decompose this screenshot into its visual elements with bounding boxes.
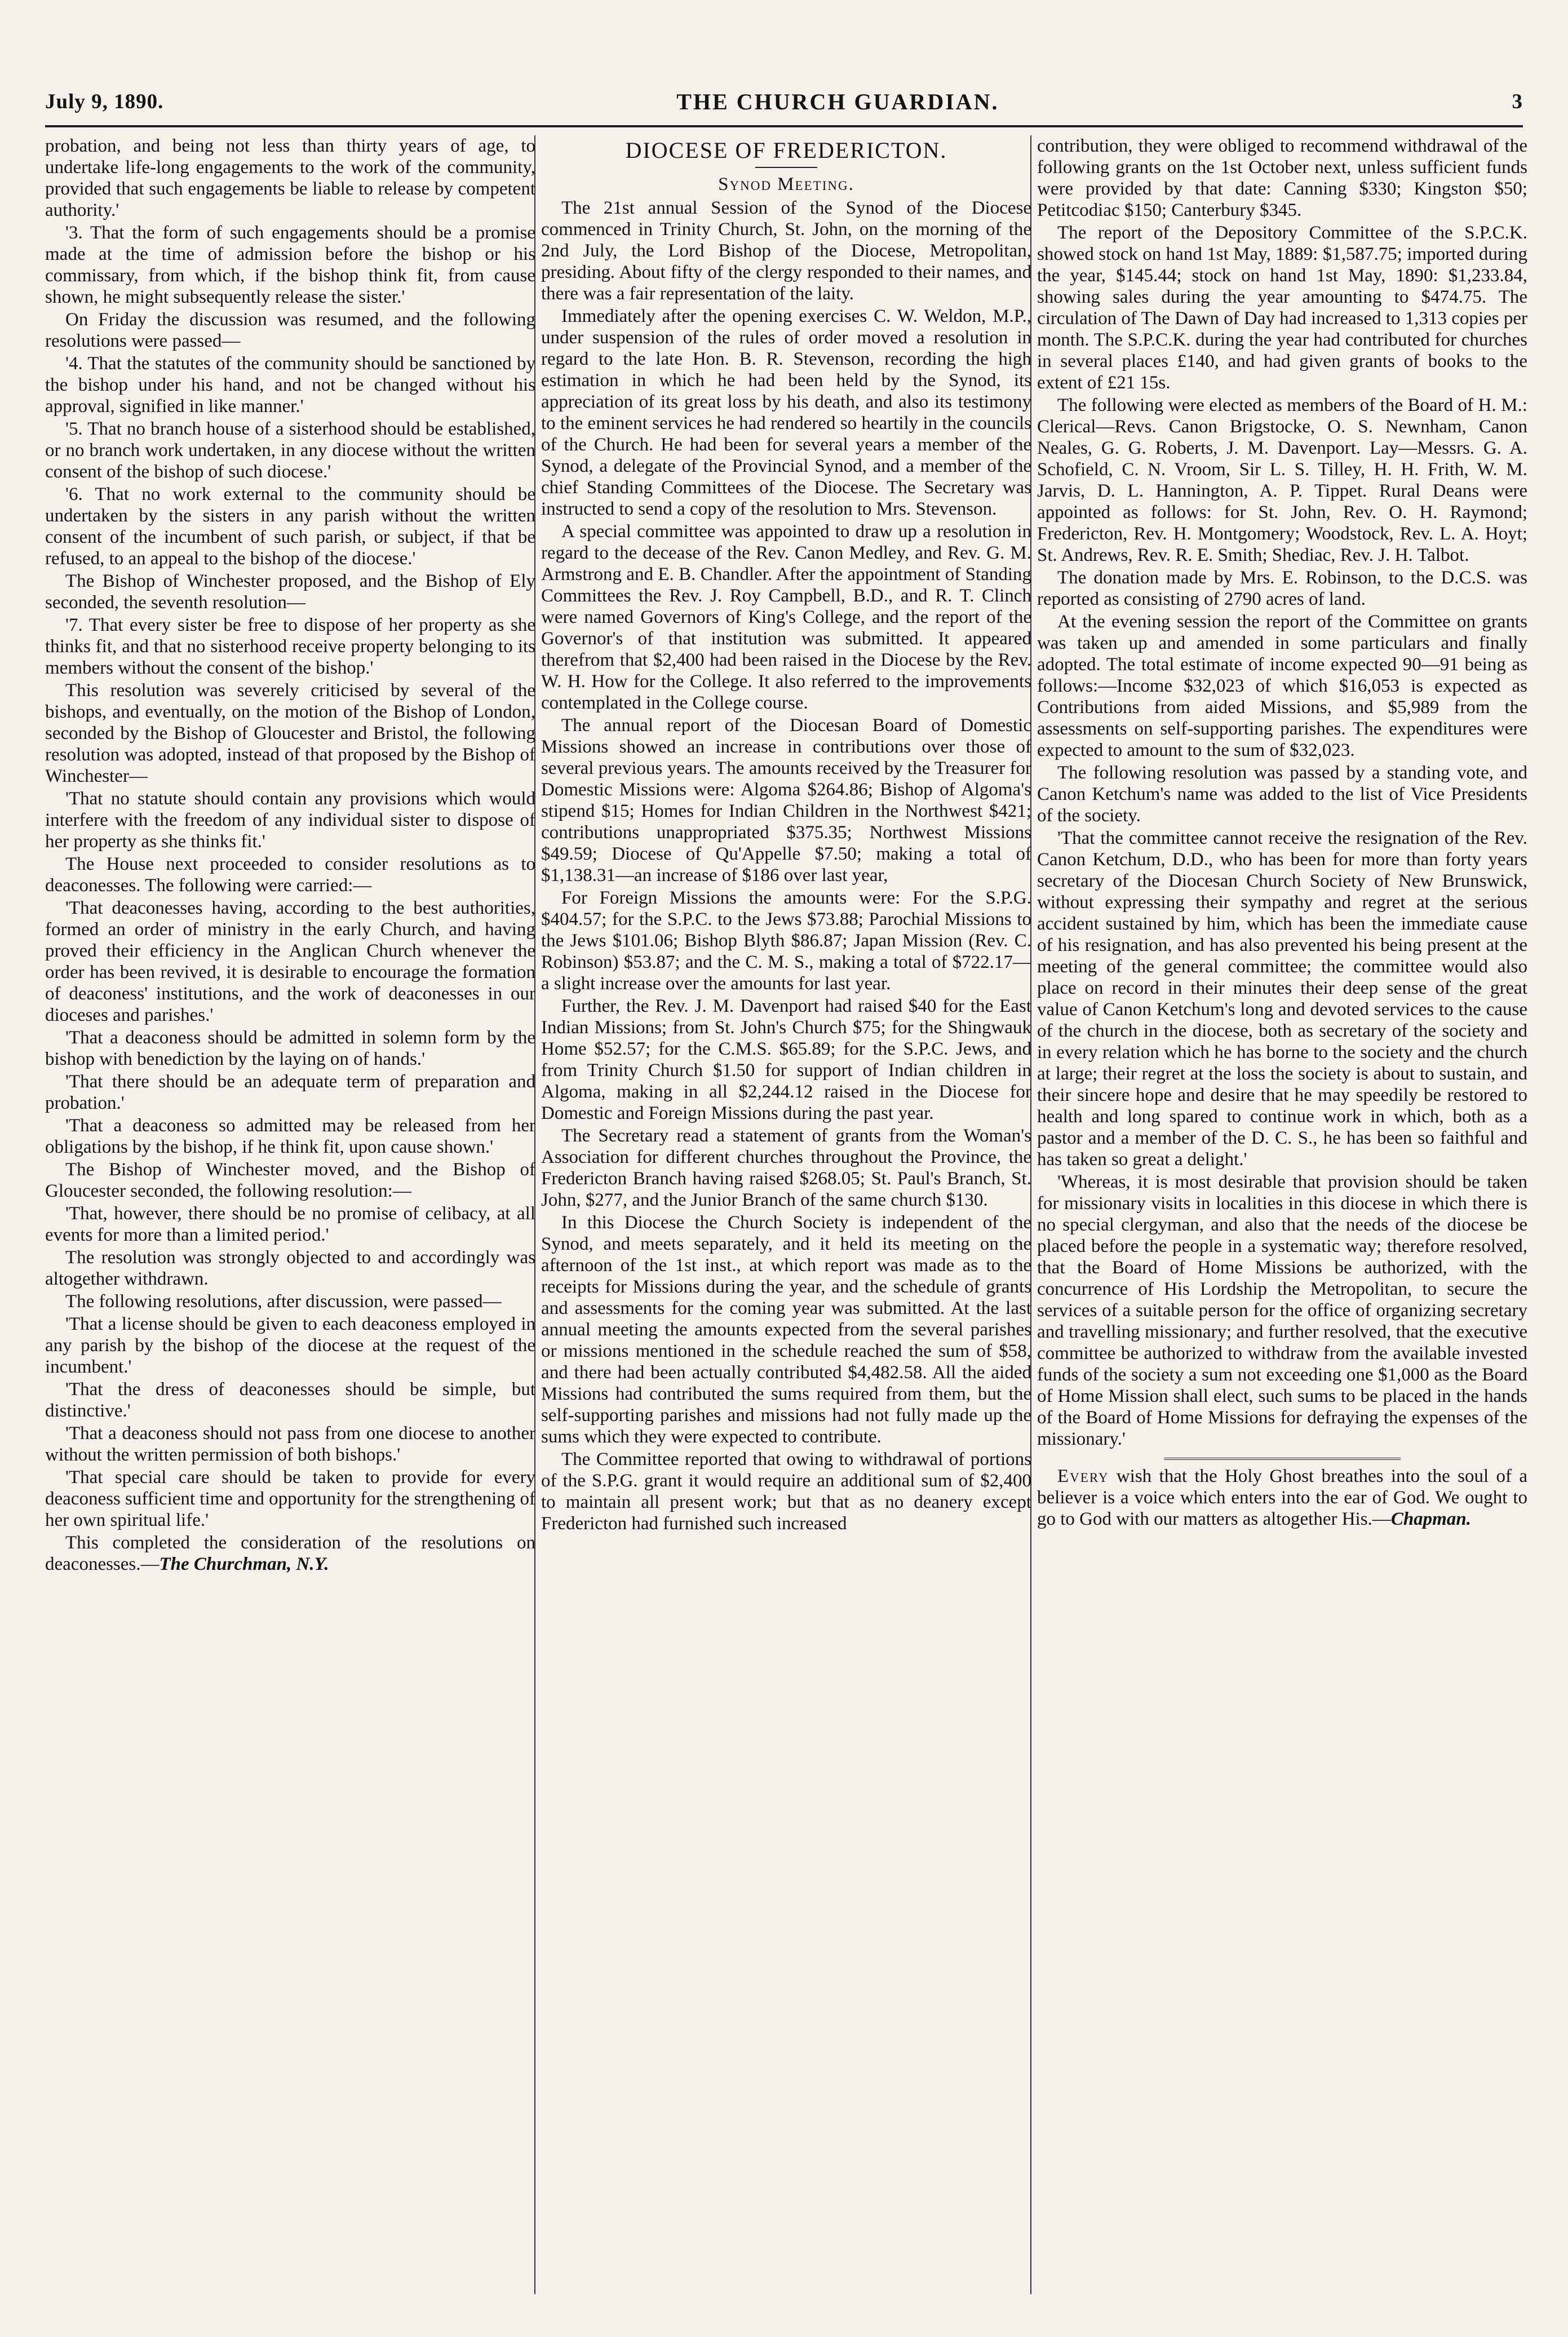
closing-paragraph — [45, 1532, 535, 1575]
paragraph: 'That deaconesses having, according to the best authorities, formed an order of ministry in the early Church, and having proved their efficiency in the Anglican Church whenever the order has been revived, it is desirable to encourage the formation of deaconess' institutions, and the work of deaconesses in our dioceses and parishes.' — [45, 898, 535, 1025]
paragraph: This resolution was severely criticised by several of the bishops, and eventually, on the motion of the Bishop of London, seconded by the Bishop of Gloucester and Bristol, the following resolution was adopted, instead of that proposed by the Bishop of Winchester— — [45, 680, 535, 786]
paragraph: The Secretary read a statement of grants from the Woman's Association for different churches throughout the Province, the Fredericton Branch having raised $268.05; St. Paul's Branch, St. John, $277, and the Junior Branch of the same church $130. — [541, 1126, 1031, 1210]
issue-date: July 9, 1890. — [45, 90, 164, 113]
quote-lead: Every — [1057, 1466, 1109, 1486]
newspaper-title: THE CHURCH GUARDIAN. — [676, 88, 999, 114]
column-2 — [541, 135, 1031, 2294]
column-3 — [1037, 135, 1527, 2294]
quote-author: Chapman. — [1390, 1509, 1471, 1529]
paragraph: '7. That every sister be free to dispose of her property as she thinks fit, and that no sisterhood receive property belonging to its members without the consent of the bishop.' — [45, 615, 535, 678]
paragraph: 'That, however, there should be no promise of celibacy, at all events for more than a limited period.' — [45, 1203, 535, 1245]
paragraph: On Friday the discussion was resumed, and the following resolutions were passed— — [45, 309, 535, 351]
paragraph: The following resolutions, after discussion, were passed— — [65, 1291, 502, 1312]
paragraph: The House next proceeded to consider resolutions as to deaconesses. The following were carried:— — [45, 854, 535, 896]
paragraph: 'That special care should be taken to provide for every deaconess sufficient time and opportunity for the strengthening of her own spiritual life.' — [45, 1467, 535, 1530]
masthead-rule — [45, 125, 1523, 127]
paragraph: 'That a deaconess should be admitted in solemn form by the bishop with benediction by the laying on of hands.' — [45, 1028, 535, 1069]
column-1 — [45, 135, 535, 2294]
paragraph: The report of the Depository Committee of the S.P.C.K. showed stock on hand 1st May, 1889: $1,587.75; imported during the year, $145.44; stock on hand 1st May, 1890: $1,233.84, showing sales during the year amounting to $474.75. The circulation of The Dawn of Day had increased to 1,313 copies per month. The S.P.C.K. during the year had contributed for churches in several places £140, and had given grants of books to the extent of £21 15s. — [1037, 223, 1527, 393]
paragraph: The annual report of the Diocesan Board of Domestic Missions showed an increase in contributions over those of several previous years. The amounts received by the Treasurer for Domestic Missions were: Algoma $264.86; Bishop of Algoma's stipend $15; Homes for Indian Children in the Northwest $421; contributions unappropriated $375.35; Northwest Missions $49.59; Diocese of Qu'Appelle $7.50; making a total of $1,138.31—an increase of $186 over last year, — [541, 715, 1031, 886]
closing-text: This completed the consideration of the resolutions on deaconesses.— — [45, 1533, 535, 1574]
paragraph: The following resolution was passed by a standing vote, and Canon Ketchum's name was added to the list of Vice Presidents of the society. — [1037, 763, 1527, 826]
paragraph: 'That the committee cannot receive the resignation of the Rev. Canon Ketchum, D.D., who has been for more than forty years secretary of the Diocesan Church Society of New Brunswick, without expressing their sympathy and regret at the serious accident sustained by him, which has been the immediate cause of his resignation, and has also prevented his being present at the meeting of the general committee; the committee would also place on record in their minutes their deep sense of the great value of Canon Ketchum's long and devoted services to the cause of the church in the diocese, both as secretary of the society and in every relation which he has borne to the society and the church at large; their regret at the loss the society is about to sustain, and their sincere hope and desire that he may speedily be restored to health and long spared to continue work in which, both as a pastor and a member of the D. C. S., he has been so faithful and has taken so great a delight.' — [1037, 828, 1527, 1170]
article-subheading: Synod Meeting. — [718, 174, 854, 194]
quote-text: wish that the Holy Ghost breathes into the soul of a believer is a voice which enters into the ear of God. We ought to go to God with our matters as altogether His.— — [1037, 1466, 1527, 1529]
page-number: 3 — [1512, 90, 1523, 113]
paragraph: A special committee was appointed to draw up a resolution in regard to the decease of the Rev. Canon Medley, and Rev. G. M. Armstrong and E. B. Chandler. After the appointment of Standing Committees the Rev. J. Roy Campbell, B.D., and R. T. Clinch were named Governors of King's College, and the report of the Governor's of that institution was submitted. It appeared therefrom that $2,400 had been raised in the Diocese by the Rev. W. H. How for the College. It also referred to the improvements contemplated in the College course. — [541, 521, 1031, 713]
paragraph: Further, the Rev. J. M. Davenport had raised $40 for the East Indian Missions; from St. John's Church $75; for the Shingwauk Home $52.57; for the C.M.S. $65.89; for the S.P.C. Jews, and from Trinity Church $1.50 for support of Indian children in Algoma, making in all $2,244.12 raised in the Diocese for Domestic and Foreign Missions during the past year. — [541, 996, 1031, 1123]
paragraph: '6. That no work external to the community should be undertaken by the sisters in any parish without the written consent of the incumbent of such parish, or subject, if that be refused, to an appeal to the bishop of the diocese.' — [45, 484, 535, 569]
source-credit: The Churchman, N.Y. — [159, 1554, 329, 1574]
heading-rule — [755, 167, 817, 168]
paragraph: In this Diocese the Church Society is independent of the Synod, and meets separately, and it held its meeting on the afternoon of the 1st inst., at which report was made as to the receipts for Missions during the year, and the schedule of grants and assessments for the coming year was submitted. At the last annual meeting the amounts expected from the several parishes or missions mentioned in the schedule reached the sum of $58, and there had been actually contributed $4,482.58. All the aided Missions had contributed the sums required from them, but the self-supporting parishes and missions had not fully made up the sums which they were expected to contribute. — [541, 1212, 1031, 1447]
paragraph: The Committee reported that owing to withdrawal of portions of the S.P.G. grant it would require an additional sum of $2,400 to maintain all present work; but that as no deanery except Fredericton had furnished such increased — [541, 1449, 1031, 1534]
paragraph: 'That a deaconess so admitted may be released from her obligations by the bishop, if he think fit, upon cause shown.' — [45, 1116, 535, 1157]
paragraph: 'That no statute should contain any provisions which would interfere with the freedom of any individual sister to dispose of her property as she thinks fit.' — [45, 789, 535, 852]
paragraph: probation, and being not less than thirty years of age, to undertake life-long engagements to the work of the community, provided that such engagements be liable to release by competent authority.' — [45, 136, 535, 220]
paragraph: contribution, they were obliged to recommend withdrawal of the following grants on the 1st October next, unless sufficient funds were provided by that date: Canning $330; Kingston $50; Petitcodiac $150; Canterbury $345. — [1037, 136, 1527, 220]
paragraph: The resolution was strongly objected to and accordingly was altogether withdrawn. — [45, 1247, 535, 1289]
article-heading: DIOCESE OF FREDERICTON. — [625, 138, 947, 163]
paragraph: '5. That no branch house of a sisterhood should be established, or no branch work undertaken, in any diocese without the written consent of the bishop of such diocese.' — [45, 419, 535, 482]
paragraph: 'That a deaconess should not pass from one diocese to another without the written permission of both bishops.' — [45, 1423, 535, 1465]
paragraph: At the evening session the report of the Committee on grants was taken up and amended in some particulars and finally adopted. The total estimate of income expected 90—91 being as follows:—Income $32,023 of which $16,053 is expected as Contributions from aided Missions, and $5,989 from the assessments on self-supporting parishes. The expenditures were expected to amount to the sum of $32,023. — [1037, 612, 1527, 760]
quote-paragraph — [1037, 1466, 1527, 1530]
paragraph: The Bishop of Winchester moved, and the Bishop of Gloucester seconded, the following resolution:— — [45, 1159, 535, 1201]
paragraph: 'That there should be an adequate term of preparation and probation.' — [45, 1072, 535, 1113]
paragraph: The Bishop of Winchester proposed, and the Bishop of Ely seconded, the seventh resolution— — [45, 571, 535, 613]
section-separator — [1164, 1458, 1401, 1460]
paragraph: Immediately after the opening exercises C. W. Weldon, M.P., under suspension of the rules of order moved a resolution in regard to the late Hon. B. R. Stevenson, recording the high estimation in which he had been held by the Synod, its appreciation of its great loss by his death, and also its testimony to the eminent services he had rendered so heartily in the councils of the Church. He had been for several years a member of the Synod, a delegate of the Provincial Synod, and a member of the chief Standing Committees of the Diocese. The Secretary was instructed to send a copy of the resolution to Mrs. Stevenson. — [541, 306, 1031, 519]
paragraph: 'Whereas, it is most desirable that provision should be taken for missionary visits in localities in this diocese in which there is no special clergyman, and also that the needs of the diocese be placed before the people in a systematic way; therefore resolved, that the Board of Home Missions be authorized, with the concurrence of His Lordship the Metropolitan, to secure the services of a suitable person for the office of organizing secretary and travelling missionary; and further resolved, that the executive committee be authorized to withdraw from the available invested funds of the society a sum not exceeding one $1,000 as the Board of Home Mission shall elect, such sums to be placed in the hands of the Board of Home Missions for defraying the expenses of the missionary.' — [1037, 1172, 1527, 1449]
masthead — [45, 85, 1523, 118]
paragraph: The donation made by Mrs. E. Robinson, to the D.C.S. was reported as consisting of 2790 acres of land. — [1037, 568, 1527, 609]
paragraph: The 21st annual Session of the Synod of the Diocese commenced in Trinity Church, St. John, on the morning of the 2nd July, the Lord Bishop of the Diocese, Metropolitan, presiding. About fifty of the clergy responded to their names, and there was a fair representation of the laity. — [541, 198, 1031, 304]
paragraph: 'That the dress of deaconesses should be simple, but distinctive.' — [45, 1379, 535, 1421]
paragraph: For Foreign Missions the amounts were: For the S.P.G. $404.57; for the S.P.C. to the Jews $73.88; Parochial Missions to the Jews $101.06; Bishop Blyth $86.87; Japan Mission (Rev. C. Robinson) $53.87; and the C. M. S., making a total of $722.17—a slight increase over the amounts for last year. — [541, 888, 1031, 994]
paragraph: '4. That the statutes of the community should be sanctioned by the bishop under his hand, and not be changed without his approval, signified in like manner.' — [45, 353, 535, 417]
paragraph: 'That a license should be given to each deaconess employed in any parish by the bishop of the diocese at the request of the incumbent.' — [45, 1314, 535, 1377]
paragraph: '3. That the form of such engagements should be a promise made at the time of admission before the bishop or his commissary, from which, if the bishop think fit, from cause shown, he might subsequently release the sister.' — [45, 223, 535, 307]
paragraph: The following were elected as members of the Board of H. M.: Clerical—Revs. Canon Brigstocke, O. S. Newnham, Canon Neales, G. G. Roberts, J. M. Davenport. Lay—Messrs. G. A. Schofield, C. N. Vroom, Sir L. S. Tilley, H. H. Frith, W. M. Jarvis, D. L. Hannington, A. P. Tippet. Rural Deans were appointed as follows: for St. John, Rev. O. H. Raymond; Fredericton, Rev. H. Montgomery; Woodstock, Rev. L. A. Hoyt; St. Andrews, Rev. R. E. Smith; Shediac, Rev. J. H. Talbot. — [1037, 395, 1527, 565]
